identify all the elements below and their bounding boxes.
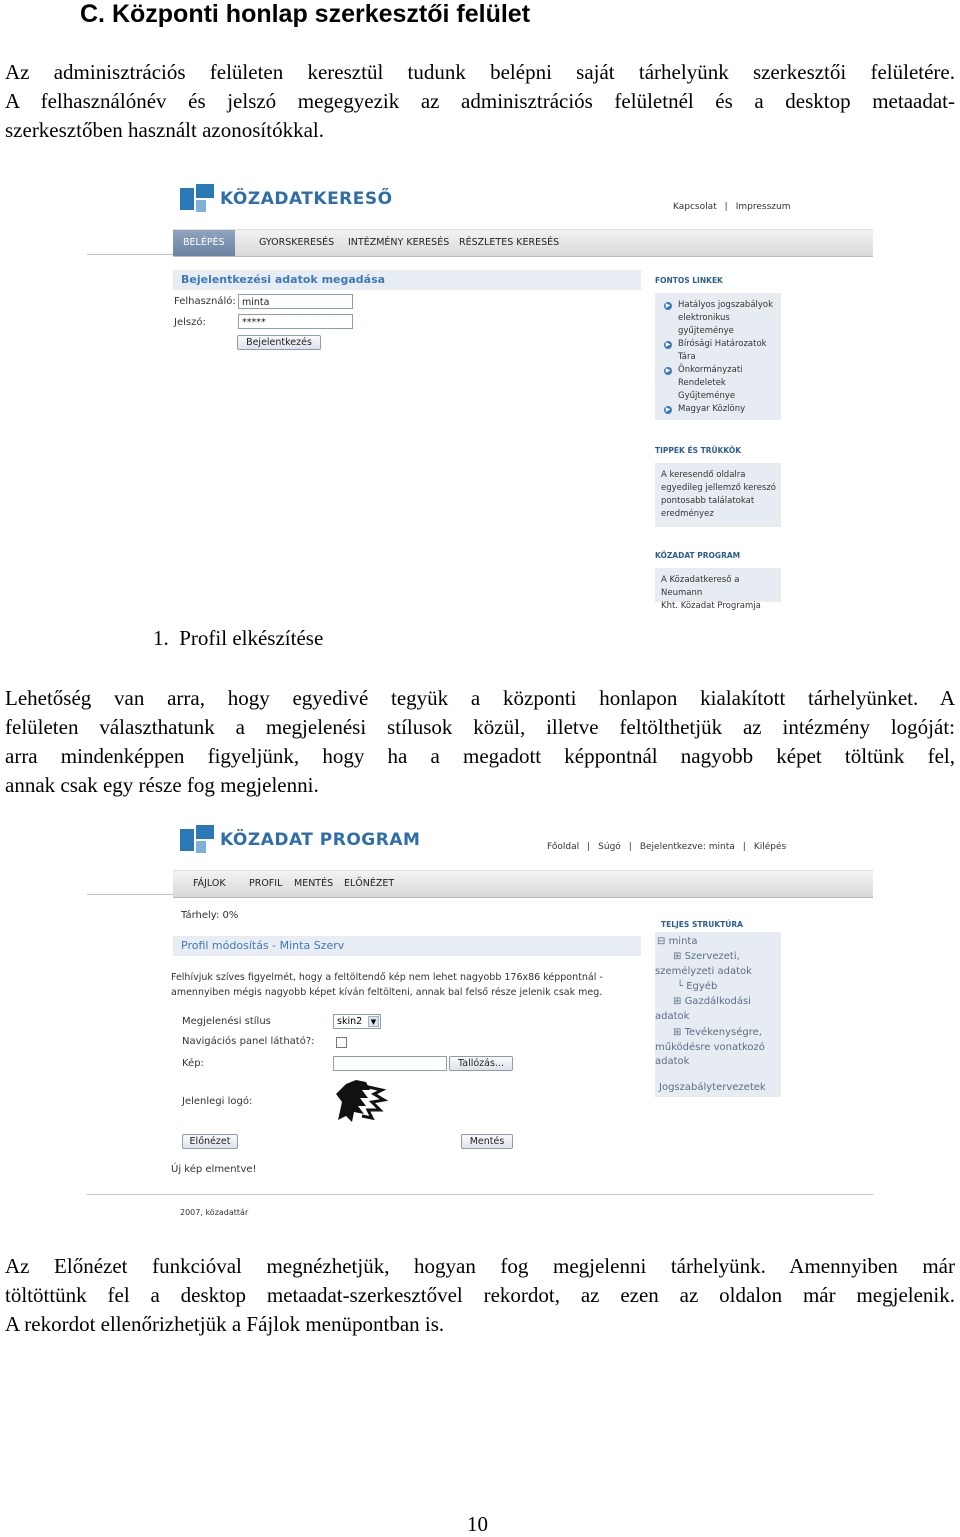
image-file-input[interactable]	[333, 1056, 447, 1071]
password-label: Jelszó:	[174, 317, 206, 328]
username-label: Felhasználó:	[174, 296, 236, 307]
tab-elonezet[interactable]: ELŐNÉZET	[344, 878, 395, 889]
arrow-icon: ▶	[665, 367, 671, 374]
login-button[interactable]: Bejelentkezés	[237, 335, 321, 350]
main-nav	[173, 229, 873, 257]
links-box	[655, 293, 781, 420]
saved-message: Új kép elmentve!	[171, 1164, 257, 1175]
footer-divider	[87, 1194, 873, 1195]
logo-text: KÖZADAT PROGRAM	[220, 830, 421, 850]
tab-gyorskereses[interactable]: GYORSKERESÉS	[259, 237, 335, 248]
impressum-link[interactable]: Impresszum	[735, 202, 791, 212]
footer-text: 2007, közadattár	[180, 1208, 249, 1217]
storage-status: Tárhely: 0%	[181, 910, 239, 921]
tips-title: TIPPEK ÉS TRÜKKÖK	[655, 446, 742, 455]
main-nav	[173, 870, 873, 898]
login-screenshot	[87, 172, 873, 611]
profile-paragraph: Lehetőség van arra, hogy egyedivé tegyük a központi honlapon kialakított tárhelyünket. A felületen választhatunk a megjelenési stílusok közül, illetve feltölthetjük az intézmény logóját: arra mindenképpen figyeljünk, hogy ha a megadott képpontnál nagyobb képet töltünk fel, annak csak egy része fog megjelenni.	[5, 686, 955, 797]
link-birosagi[interactable]: ▶ Bírósági Határozatok Tára	[665, 339, 767, 362]
logged-in-status: Bejelentkezve: minta	[639, 842, 735, 852]
tree-node-label: adatok	[655, 1011, 690, 1022]
tree-node[interactable]: └ Egyéb	[677, 981, 718, 992]
arrow-icon: ▶	[665, 406, 671, 413]
subheading: 1. Profil elkészítése	[153, 626, 324, 650]
preview-button[interactable]: Előnézet	[182, 1134, 238, 1149]
tab-mentes[interactable]: MENTÉS	[294, 878, 334, 889]
password-input[interactable]: *****	[238, 314, 353, 329]
tree-node-label: működésre vonatkozó	[655, 1042, 765, 1053]
tree-node[interactable]: ⊞ Tevékenységre,	[673, 1027, 762, 1038]
logo-icon	[180, 184, 214, 214]
top-links: Kapcsolat | Impresszum	[673, 202, 791, 212]
image-label: Kép:	[182, 1058, 204, 1069]
intro-paragraph	[5, 58, 955, 145]
intro-line: szerkesztőben használt azonosítókkal.	[5, 118, 324, 142]
profile-screenshot	[87, 800, 873, 1222]
current-logo-image	[332, 1076, 388, 1126]
tree-node[interactable]: ⊞ Szervezeti,	[673, 951, 740, 962]
tab-fajlok[interactable]: FÁJLOK	[193, 878, 226, 889]
login-heading: Bejelentkezési adatok megadása	[173, 270, 641, 290]
page-number: 10	[467, 1512, 488, 1536]
link-magyar-kozlony[interactable]: ▶ Magyar Közlöny	[665, 404, 746, 414]
tree-node-label: adatok	[655, 1056, 690, 1067]
contact-link[interactable]: Kapcsolat	[673, 202, 717, 212]
important-links-panel	[655, 276, 781, 611]
links-title: FONTOS LINKEK	[655, 276, 723, 285]
home-link[interactable]: Főoldal	[547, 842, 580, 852]
logo-text: KÖZADATKERESŐ	[220, 189, 393, 209]
tab-belepes[interactable]: BELÉPÉS	[173, 230, 235, 256]
style-select[interactable]: skin2 ▼	[333, 1014, 381, 1029]
tab-intezmeny-kereses[interactable]: INTÉZMÉNY KERESÉS	[348, 237, 450, 248]
arrow-icon: ▶	[665, 302, 671, 309]
browse-button[interactable]: Tallózás...	[449, 1056, 513, 1071]
username-input[interactable]: minta	[238, 294, 353, 309]
style-label: Megjelenési stílus	[182, 1016, 271, 1027]
logout-link[interactable]: Kilépés	[753, 842, 787, 852]
save-button[interactable]: Mentés	[461, 1134, 513, 1149]
top-links: Főoldal | Súgó | Bejelentkezve: minta | Kilépés	[547, 842, 787, 852]
tree-node[interactable]: ⊞ Gazdálkodási	[673, 996, 751, 1007]
kozadat-program-logo	[180, 825, 420, 855]
intro-line: A felhasználónév és jelszó megegyezik az adminisztrációs felületnél és a desktop metaadat-	[5, 89, 955, 113]
link-onkormanyzati[interactable]: ▶ Önkormányzati Rendeletek Gyűjteménye	[665, 365, 743, 401]
profile-heading: Profil módosítás - Minta Szerv	[173, 936, 641, 956]
arrow-icon: ▶	[665, 341, 671, 348]
notice-line: amennyiben mégis nagyobb képet kíván feltölteni, annak bal felső része jelenik csak meg.	[171, 987, 603, 998]
section-title: C. Központi honlap szerkesztői felület	[80, 0, 531, 28]
preview-paragraph: Az Előnézet funkcióval megnézhetjük, hogyan fog megjelenni tárhelyünk. Amennyiben már töltöttünk fel a desktop metaadat-szerkesztővel rekordot, az ezen az oldalon már megjelenik. A rekordot ellenőrizhetjük a Fájlok menüpontban is.	[5, 1254, 955, 1336]
program-title: KÖZADAT PROGRAM	[655, 551, 741, 560]
tree-node[interactable]: Jogszabálytervezetek	[659, 1082, 766, 1093]
nav-panel-label: Navigációs panel látható?:	[182, 1036, 315, 1047]
structure-title: TELJES STRUKTÚRA	[661, 920, 743, 929]
help-link[interactable]: Súgó	[598, 842, 621, 852]
logo-icon	[180, 825, 214, 855]
tips-box: A keresendő oldalra egyedileg jellemző kereszó pontosabb találatokat eredményez	[655, 463, 781, 527]
tab-profil[interactable]: PROFIL	[249, 878, 283, 889]
tree-node-label: személyzeti adatok	[655, 966, 752, 977]
link-jogszabalyok[interactable]: ▶ Hatályos jogszabályok elektronikus gyűjteménye	[665, 300, 774, 336]
tree-root[interactable]: ⊟ minta	[657, 936, 698, 947]
intro-line: Az adminisztrációs felületen keresztül tudunk belépni saját tárhelyünk szerkesztői felületére.	[5, 60, 955, 84]
current-logo-label: Jelenlegi logó:	[182, 1096, 253, 1107]
chevron-down-icon: ▼	[368, 1016, 379, 1027]
program-box: A Közadatkereső a Neumann Kht. Közadat Programja	[655, 568, 781, 602]
notice-line: Felhívjuk szíves figyelmét, hogy a feltöltendő kép nem lehet nagyobb 176x86 képpontnál -	[171, 972, 603, 983]
tab-reszletes-kereses[interactable]: RÉSZLETES KERESÉS	[459, 237, 560, 248]
nav-panel-checkbox[interactable]	[336, 1037, 347, 1048]
kozadatkereso-logo	[180, 184, 393, 214]
